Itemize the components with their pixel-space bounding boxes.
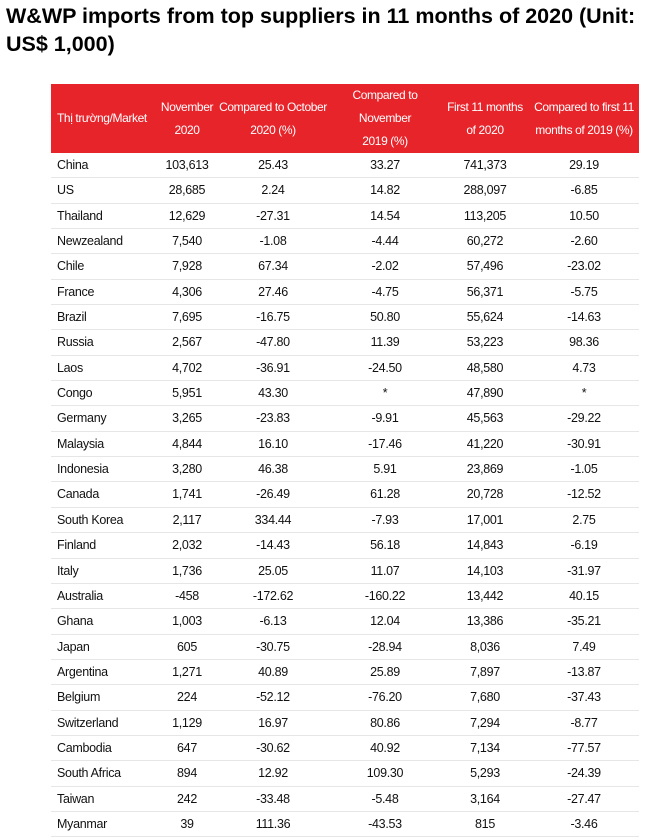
- vs-first-11-months-2019-cell: -8.77: [529, 710, 639, 735]
- first-11-months-2020-cell: 17,001: [441, 507, 529, 532]
- market-cell: Malaysia: [51, 431, 157, 456]
- november-2020-cell: 1,736: [157, 558, 217, 583]
- table-header: [51, 84, 639, 153]
- november-2020-cell: 3,265: [157, 406, 217, 431]
- table-row: [51, 659, 639, 684]
- table-row: [51, 533, 639, 558]
- market-cell: Canada: [51, 482, 157, 507]
- vs-november-2019-cell: -17.46: [329, 431, 441, 456]
- vs-october-2020-cell: -26.49: [217, 482, 329, 507]
- market-cell: Myanmar: [51, 811, 157, 836]
- first-11-months-2020-cell: 47,890: [441, 381, 529, 406]
- table-row: [51, 811, 639, 836]
- vs-first-11-months-2019-cell: -14.63: [529, 305, 639, 330]
- first-11-months-2020-cell: 14,103: [441, 558, 529, 583]
- november-2020-cell: 12,629: [157, 203, 217, 228]
- vs-october-2020-cell: 43.30: [217, 381, 329, 406]
- vs-october-2020-cell: 25.05: [217, 558, 329, 583]
- market-cell: Congo: [51, 381, 157, 406]
- vs-october-2020-cell: 111.36: [217, 811, 329, 836]
- vs-november-2019-cell: -24.50: [329, 355, 441, 380]
- table-row: [51, 558, 639, 583]
- market-cell: Switzerland: [51, 710, 157, 735]
- market-cell: China: [51, 153, 157, 178]
- table-row: [51, 786, 639, 811]
- november-2020-cell: 39: [157, 811, 217, 836]
- vs-november-2019-cell: 109.30: [329, 761, 441, 786]
- vs-november-2019-cell: 14.82: [329, 178, 441, 203]
- header-first-11-months-2020: First 11 months of 2020: [441, 84, 529, 153]
- november-2020-cell: 103,613: [157, 153, 217, 178]
- vs-first-11-months-2019-cell: -23.02: [529, 254, 639, 279]
- table-row: [51, 583, 639, 608]
- vs-november-2019-cell: 14.54: [329, 203, 441, 228]
- vs-first-11-months-2019-cell: -29.22: [529, 406, 639, 431]
- table-row: [51, 457, 639, 482]
- november-2020-cell: 5,951: [157, 381, 217, 406]
- vs-october-2020-cell: -52.12: [217, 685, 329, 710]
- market-cell: US: [51, 178, 157, 203]
- vs-october-2020-cell: 16.10: [217, 431, 329, 456]
- vs-november-2019-cell: -2.02: [329, 254, 441, 279]
- vs-october-2020-cell: -27.31: [217, 203, 329, 228]
- table-row: [51, 229, 639, 254]
- first-11-months-2020-cell: 41,220: [441, 431, 529, 456]
- market-cell: Brazil: [51, 305, 157, 330]
- vs-first-11-months-2019-cell: -77.57: [529, 735, 639, 760]
- imports-table: [51, 84, 639, 837]
- table-row: [51, 178, 639, 203]
- first-11-months-2020-cell: 7,134: [441, 735, 529, 760]
- vs-november-2019-cell: -9.91: [329, 406, 441, 431]
- vs-november-2019-cell: *: [329, 381, 441, 406]
- vs-first-11-months-2019-cell: 40.15: [529, 583, 639, 608]
- market-cell: Italy: [51, 558, 157, 583]
- market-cell: Australia: [51, 583, 157, 608]
- vs-november-2019-cell: 50.80: [329, 305, 441, 330]
- first-11-months-2020-cell: 7,294: [441, 710, 529, 735]
- header-vs-october-2020: Compared to October 2020 (%): [217, 84, 329, 153]
- vs-october-2020-cell: -33.48: [217, 786, 329, 811]
- vs-october-2020-cell: 2.24: [217, 178, 329, 203]
- vs-first-11-months-2019-cell: -30.91: [529, 431, 639, 456]
- november-2020-cell: 28,685: [157, 178, 217, 203]
- november-2020-cell: 1,129: [157, 710, 217, 735]
- november-2020-cell: 647: [157, 735, 217, 760]
- vs-october-2020-cell: -30.62: [217, 735, 329, 760]
- vs-november-2019-cell: -28.94: [329, 634, 441, 659]
- market-cell: France: [51, 279, 157, 304]
- vs-november-2019-cell: 5.91: [329, 457, 441, 482]
- market-cell: Thailand: [51, 203, 157, 228]
- table-row: [51, 482, 639, 507]
- first-11-months-2020-cell: 60,272: [441, 229, 529, 254]
- vs-october-2020-cell: -36.91: [217, 355, 329, 380]
- vs-october-2020-cell: -14.43: [217, 533, 329, 558]
- november-2020-cell: 1,003: [157, 609, 217, 634]
- november-2020-cell: 3,280: [157, 457, 217, 482]
- vs-october-2020-cell: -172.62: [217, 583, 329, 608]
- table-row: [51, 685, 639, 710]
- november-2020-cell: 7,695: [157, 305, 217, 330]
- table-header-row: [51, 84, 639, 153]
- november-2020-cell: 2,032: [157, 533, 217, 558]
- november-2020-cell: 242: [157, 786, 217, 811]
- vs-first-11-months-2019-cell: -24.39: [529, 761, 639, 786]
- table-row: [51, 507, 639, 532]
- first-11-months-2020-cell: 7,897: [441, 659, 529, 684]
- vs-november-2019-cell: -7.93: [329, 507, 441, 532]
- vs-first-11-months-2019-cell: -3.46: [529, 811, 639, 836]
- vs-november-2019-cell: -160.22: [329, 583, 441, 608]
- first-11-months-2020-cell: 815: [441, 811, 529, 836]
- vs-first-11-months-2019-cell: 10.50: [529, 203, 639, 228]
- first-11-months-2020-cell: 113,205: [441, 203, 529, 228]
- vs-october-2020-cell: -23.83: [217, 406, 329, 431]
- vs-october-2020-cell: 12.92: [217, 761, 329, 786]
- first-11-months-2020-cell: 5,293: [441, 761, 529, 786]
- vs-november-2019-cell: 11.07: [329, 558, 441, 583]
- table-row: [51, 431, 639, 456]
- vs-first-11-months-2019-cell: 7.49: [529, 634, 639, 659]
- market-cell: Belgium: [51, 685, 157, 710]
- first-11-months-2020-cell: 7,680: [441, 685, 529, 710]
- vs-november-2019-cell: 12.04: [329, 609, 441, 634]
- vs-first-11-months-2019-cell: -5.75: [529, 279, 639, 304]
- first-11-months-2020-cell: 53,223: [441, 330, 529, 355]
- market-cell: Chile: [51, 254, 157, 279]
- market-cell: Newzealand: [51, 229, 157, 254]
- vs-first-11-months-2019-cell: -6.19: [529, 533, 639, 558]
- market-cell: Indonesia: [51, 457, 157, 482]
- table-row: [51, 609, 639, 634]
- market-cell: Japan: [51, 634, 157, 659]
- document-title: W&WP imports from top suppliers in 11 months of 2020 (Unit: US$ 1,000): [6, 4, 636, 56]
- market-cell: Taiwan: [51, 786, 157, 811]
- vs-first-11-months-2019-cell: 2.75: [529, 507, 639, 532]
- table-row: [51, 279, 639, 304]
- header-vs-first-11-months-2019: Compared to first 11 months of 2019 (%): [529, 84, 639, 153]
- vs-october-2020-cell: 67.34: [217, 254, 329, 279]
- market-cell: Ghana: [51, 609, 157, 634]
- vs-november-2019-cell: 56.18: [329, 533, 441, 558]
- first-11-months-2020-cell: 741,373: [441, 153, 529, 178]
- vs-october-2020-cell: 46.38: [217, 457, 329, 482]
- first-11-months-2020-cell: 23,869: [441, 457, 529, 482]
- market-cell: Laos: [51, 355, 157, 380]
- imports-table-container: [51, 84, 639, 837]
- vs-october-2020-cell: -16.75: [217, 305, 329, 330]
- vs-october-2020-cell: -47.80: [217, 330, 329, 355]
- header-market: Thị trường/Market: [51, 84, 157, 153]
- first-11-months-2020-cell: 55,624: [441, 305, 529, 330]
- vs-october-2020-cell: 16.97: [217, 710, 329, 735]
- first-11-months-2020-cell: 48,580: [441, 355, 529, 380]
- vs-first-11-months-2019-cell: -31.97: [529, 558, 639, 583]
- november-2020-cell: 7,928: [157, 254, 217, 279]
- first-11-months-2020-cell: 57,496: [441, 254, 529, 279]
- table-row: [51, 381, 639, 406]
- november-2020-cell: 7,540: [157, 229, 217, 254]
- november-2020-cell: 2,117: [157, 507, 217, 532]
- first-11-months-2020-cell: 288,097: [441, 178, 529, 203]
- market-cell: Cambodia: [51, 735, 157, 760]
- vs-first-11-months-2019-cell: -1.05: [529, 457, 639, 482]
- vs-first-11-months-2019-cell: -35.21: [529, 609, 639, 634]
- first-11-months-2020-cell: 3,164: [441, 786, 529, 811]
- november-2020-cell: 4,702: [157, 355, 217, 380]
- table-row: [51, 330, 639, 355]
- vs-october-2020-cell: -1.08: [217, 229, 329, 254]
- market-cell: Argentina: [51, 659, 157, 684]
- first-11-months-2020-cell: 13,386: [441, 609, 529, 634]
- first-11-months-2020-cell: 20,728: [441, 482, 529, 507]
- vs-first-11-months-2019-cell: -13.87: [529, 659, 639, 684]
- vs-first-11-months-2019-cell: 98.36: [529, 330, 639, 355]
- table-row: [51, 406, 639, 431]
- november-2020-cell: 1,741: [157, 482, 217, 507]
- november-2020-cell: 894: [157, 761, 217, 786]
- november-2020-cell: 4,306: [157, 279, 217, 304]
- vs-first-11-months-2019-cell: *: [529, 381, 639, 406]
- table-row: [51, 153, 639, 178]
- vs-november-2019-cell: 25.89: [329, 659, 441, 684]
- market-cell: Finland: [51, 533, 157, 558]
- vs-october-2020-cell: 25.43: [217, 153, 329, 178]
- table-row: [51, 634, 639, 659]
- table-row: [51, 203, 639, 228]
- vs-october-2020-cell: 334.44: [217, 507, 329, 532]
- vs-november-2019-cell: -4.75: [329, 279, 441, 304]
- vs-november-2019-cell: -5.48: [329, 786, 441, 811]
- vs-november-2019-cell: 80.86: [329, 710, 441, 735]
- vs-first-11-months-2019-cell: -12.52: [529, 482, 639, 507]
- vs-november-2019-cell: -4.44: [329, 229, 441, 254]
- vs-november-2019-cell: 40.92: [329, 735, 441, 760]
- vs-first-11-months-2019-cell: 29.19: [529, 153, 639, 178]
- first-11-months-2020-cell: 8,036: [441, 634, 529, 659]
- table-body: [51, 153, 639, 837]
- november-2020-cell: 2,567: [157, 330, 217, 355]
- november-2020-cell: -458: [157, 583, 217, 608]
- table-row: [51, 710, 639, 735]
- vs-first-11-months-2019-cell: 4.73: [529, 355, 639, 380]
- vs-october-2020-cell: 27.46: [217, 279, 329, 304]
- first-11-months-2020-cell: 56,371: [441, 279, 529, 304]
- vs-november-2019-cell: -43.53: [329, 811, 441, 836]
- vs-november-2019-cell: -76.20: [329, 685, 441, 710]
- vs-first-11-months-2019-cell: -6.85: [529, 178, 639, 203]
- market-cell: South Korea: [51, 507, 157, 532]
- market-cell: Germany: [51, 406, 157, 431]
- november-2020-cell: 224: [157, 685, 217, 710]
- market-cell: Russia: [51, 330, 157, 355]
- first-11-months-2020-cell: 13,442: [441, 583, 529, 608]
- vs-october-2020-cell: -6.13: [217, 609, 329, 634]
- november-2020-cell: 4,844: [157, 431, 217, 456]
- table-row: [51, 761, 639, 786]
- table-row: [51, 355, 639, 380]
- first-11-months-2020-cell: 45,563: [441, 406, 529, 431]
- table-row: [51, 305, 639, 330]
- november-2020-cell: 1,271: [157, 659, 217, 684]
- vs-november-2019-cell: 33.27: [329, 153, 441, 178]
- vs-first-11-months-2019-cell: -37.43: [529, 685, 639, 710]
- vs-november-2019-cell: 61.28: [329, 482, 441, 507]
- vs-november-2019-cell: 11.39: [329, 330, 441, 355]
- november-2020-cell: 605: [157, 634, 217, 659]
- vs-october-2020-cell: 40.89: [217, 659, 329, 684]
- market-cell: South Africa: [51, 761, 157, 786]
- table-row: [51, 735, 639, 760]
- vs-first-11-months-2019-cell: -27.47: [529, 786, 639, 811]
- vs-first-11-months-2019-cell: -2.60: [529, 229, 639, 254]
- first-11-months-2020-cell: 14,843: [441, 533, 529, 558]
- header-november-2020: November 2020: [157, 84, 217, 153]
- table-row: [51, 254, 639, 279]
- vs-october-2020-cell: -30.75: [217, 634, 329, 659]
- header-vs-november-2019: Compared to November 2019 (%): [329, 84, 441, 153]
